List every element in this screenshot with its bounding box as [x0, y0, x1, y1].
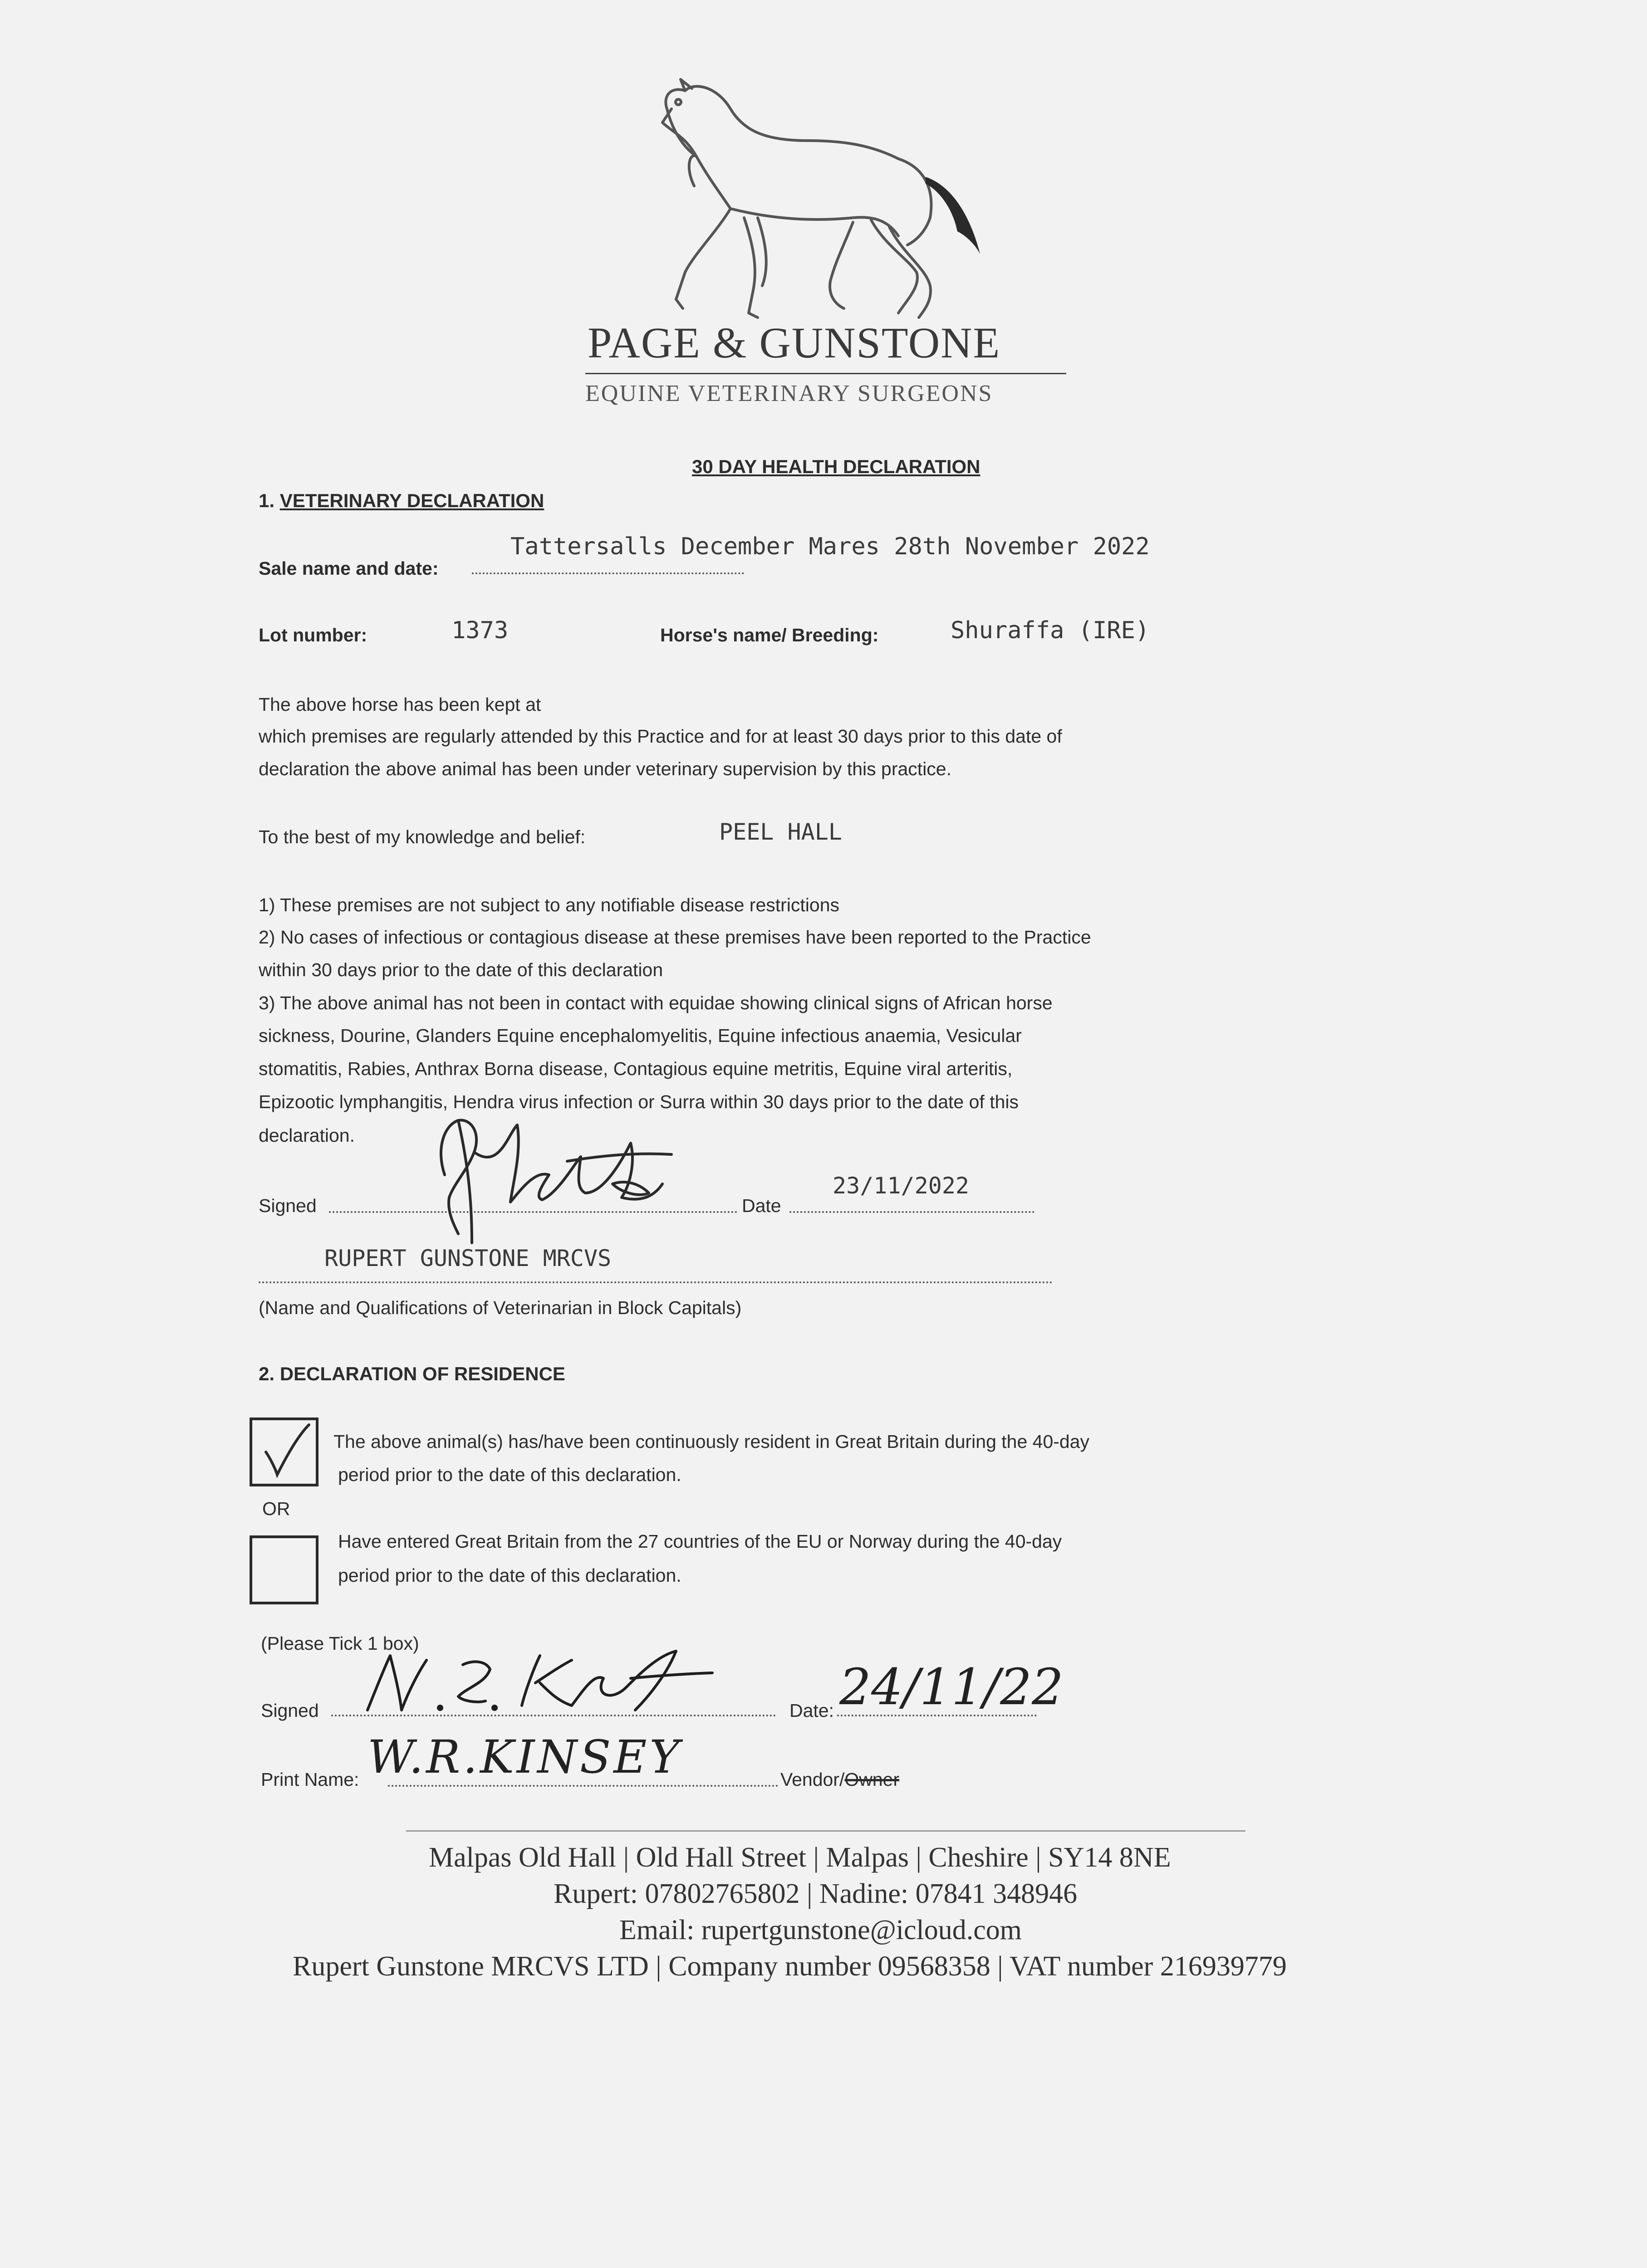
- vendor-signature: [358, 1647, 721, 1724]
- letterhead-rule: [585, 373, 1066, 374]
- statement-2a: 2) No cases of infectious or contagious disease at these premises have been reported to the Practice: [259, 927, 1091, 948]
- vet-date-label: Date: [742, 1195, 781, 1216]
- form-title: 30 DAY HEALTH DECLARATION: [692, 456, 980, 477]
- company-tagline: EQUINE VETERINARY SURGEONS: [585, 381, 993, 406]
- statement-3b: sickness, Dourine, Glanders Equine encephalomyelitis, Equine infectious anaemia, Vesicular: [259, 1025, 1022, 1046]
- tick-note: (Please Tick 1 box): [261, 1633, 419, 1654]
- resident-checkbox[interactable]: [250, 1418, 319, 1486]
- horse-value: Shuraffa (IRE): [951, 617, 1150, 644]
- print-name-label: Print Name:: [261, 1769, 359, 1790]
- sale-label: Sale name and date:: [259, 558, 439, 579]
- print-name-value: W.R.KINSEY: [368, 1730, 682, 1784]
- footer-phones: Rupert: 07802765802 | Nadine: 07841 348946: [554, 1878, 1078, 1909]
- entered-checkbox[interactable]: [250, 1535, 319, 1604]
- premises-value: PEEL HALL: [719, 819, 842, 845]
- statement-3d: Epizootic lymphangitis, Hendra virus infection or Surra within 30 days prior to the date of this: [259, 1091, 1019, 1112]
- vet-signature: [431, 1107, 685, 1252]
- owner-label: Owner: [844, 1769, 900, 1790]
- vet-name-line: [259, 1281, 1053, 1283]
- horse-logo: [617, 73, 1025, 331]
- lot-value: 1373: [451, 617, 509, 644]
- horse-label: Horse's name/ Breeding:: [660, 625, 879, 645]
- statement-3c: stomatitis, Rabies, Anthrax Borna disease, Contagious equine metritis, Equine viral arteritis,: [259, 1058, 1013, 1079]
- statement-1: 1) These premises are not subject to any notifiable disease restrictions: [259, 894, 840, 915]
- vet-name-value: RUPERT GUNSTONE MRCVS: [324, 1245, 612, 1271]
- company-name: PAGE & GUNSTONE: [588, 318, 1001, 367]
- section1-heading: [259, 490, 544, 512]
- kept-line2: which premises are regularly attended by this Practice and for at least 30 days prior to this date of: [259, 726, 1062, 747]
- vet-date-line: [789, 1211, 1034, 1213]
- vendor-owner-label: [780, 1769, 899, 1790]
- lot-label: Lot number:: [259, 625, 368, 645]
- kept-line3: declaration the above animal has been under veterinary supervision by this practice.: [259, 758, 951, 779]
- vet-signed-label: Signed: [259, 1195, 317, 1216]
- or-label: OR: [262, 1498, 290, 1519]
- footer-rule: [406, 1830, 1245, 1832]
- sale-dots: [472, 572, 744, 574]
- statement-3a: 3) The above animal has not been in contact with equidae showing clinical signs of African horse: [259, 992, 1053, 1013]
- footer-email: Email: rupertgunstone@icloud.com: [619, 1915, 1022, 1945]
- checkmark-icon: [252, 1420, 316, 1484]
- resident-option-line2: period prior to the date of this declaration.: [338, 1464, 681, 1485]
- print-name-line: [388, 1785, 778, 1787]
- statement-3e: declaration.: [259, 1125, 355, 1146]
- entered-option-line1: Have entered Great Britain from the 27 countries of the EU or Norway during the 40-day: [338, 1531, 1062, 1552]
- section1-title: VETERINARY DECLARATION: [279, 490, 544, 511]
- footer-company: Rupert Gunstone MRCVS LTD | Company number 09568358 | VAT number 216939779: [293, 1951, 1287, 1982]
- vendor-signed-label: Signed: [261, 1700, 319, 1721]
- vet-name-caption: (Name and Qualifications of Veterinarian in Block Capitals): [259, 1297, 742, 1318]
- vendor-date-label: Date:: [789, 1700, 834, 1721]
- section1-number: 1.: [259, 490, 275, 511]
- sale-value: Tattersalls December Mares 28th November 2022: [510, 533, 1150, 560]
- kept-line1: The above horse has been kept at: [259, 694, 541, 715]
- vendor-date-value: 24/11/22: [839, 1658, 1064, 1716]
- section2-heading: 2. DECLARATION OF RESIDENCE: [259, 1363, 565, 1384]
- vendor-label: Vendor/: [780, 1769, 845, 1790]
- entered-option-line2: period prior to the date of this declaration.: [338, 1565, 681, 1586]
- belief-label: To the best of my knowledge and belief:: [259, 826, 586, 847]
- vet-date-value: 23/11/2022: [833, 1173, 970, 1199]
- resident-option-line1: The above animal(s) has/have been continuously resident in Great Britain during the 40-day: [333, 1431, 1090, 1452]
- footer-address: Malpas Old Hall | Old Hall Street | Malpas | Cheshire | SY14 8NE: [429, 1842, 1171, 1873]
- statement-2b: within 30 days prior to the date of this declaration: [259, 959, 663, 980]
